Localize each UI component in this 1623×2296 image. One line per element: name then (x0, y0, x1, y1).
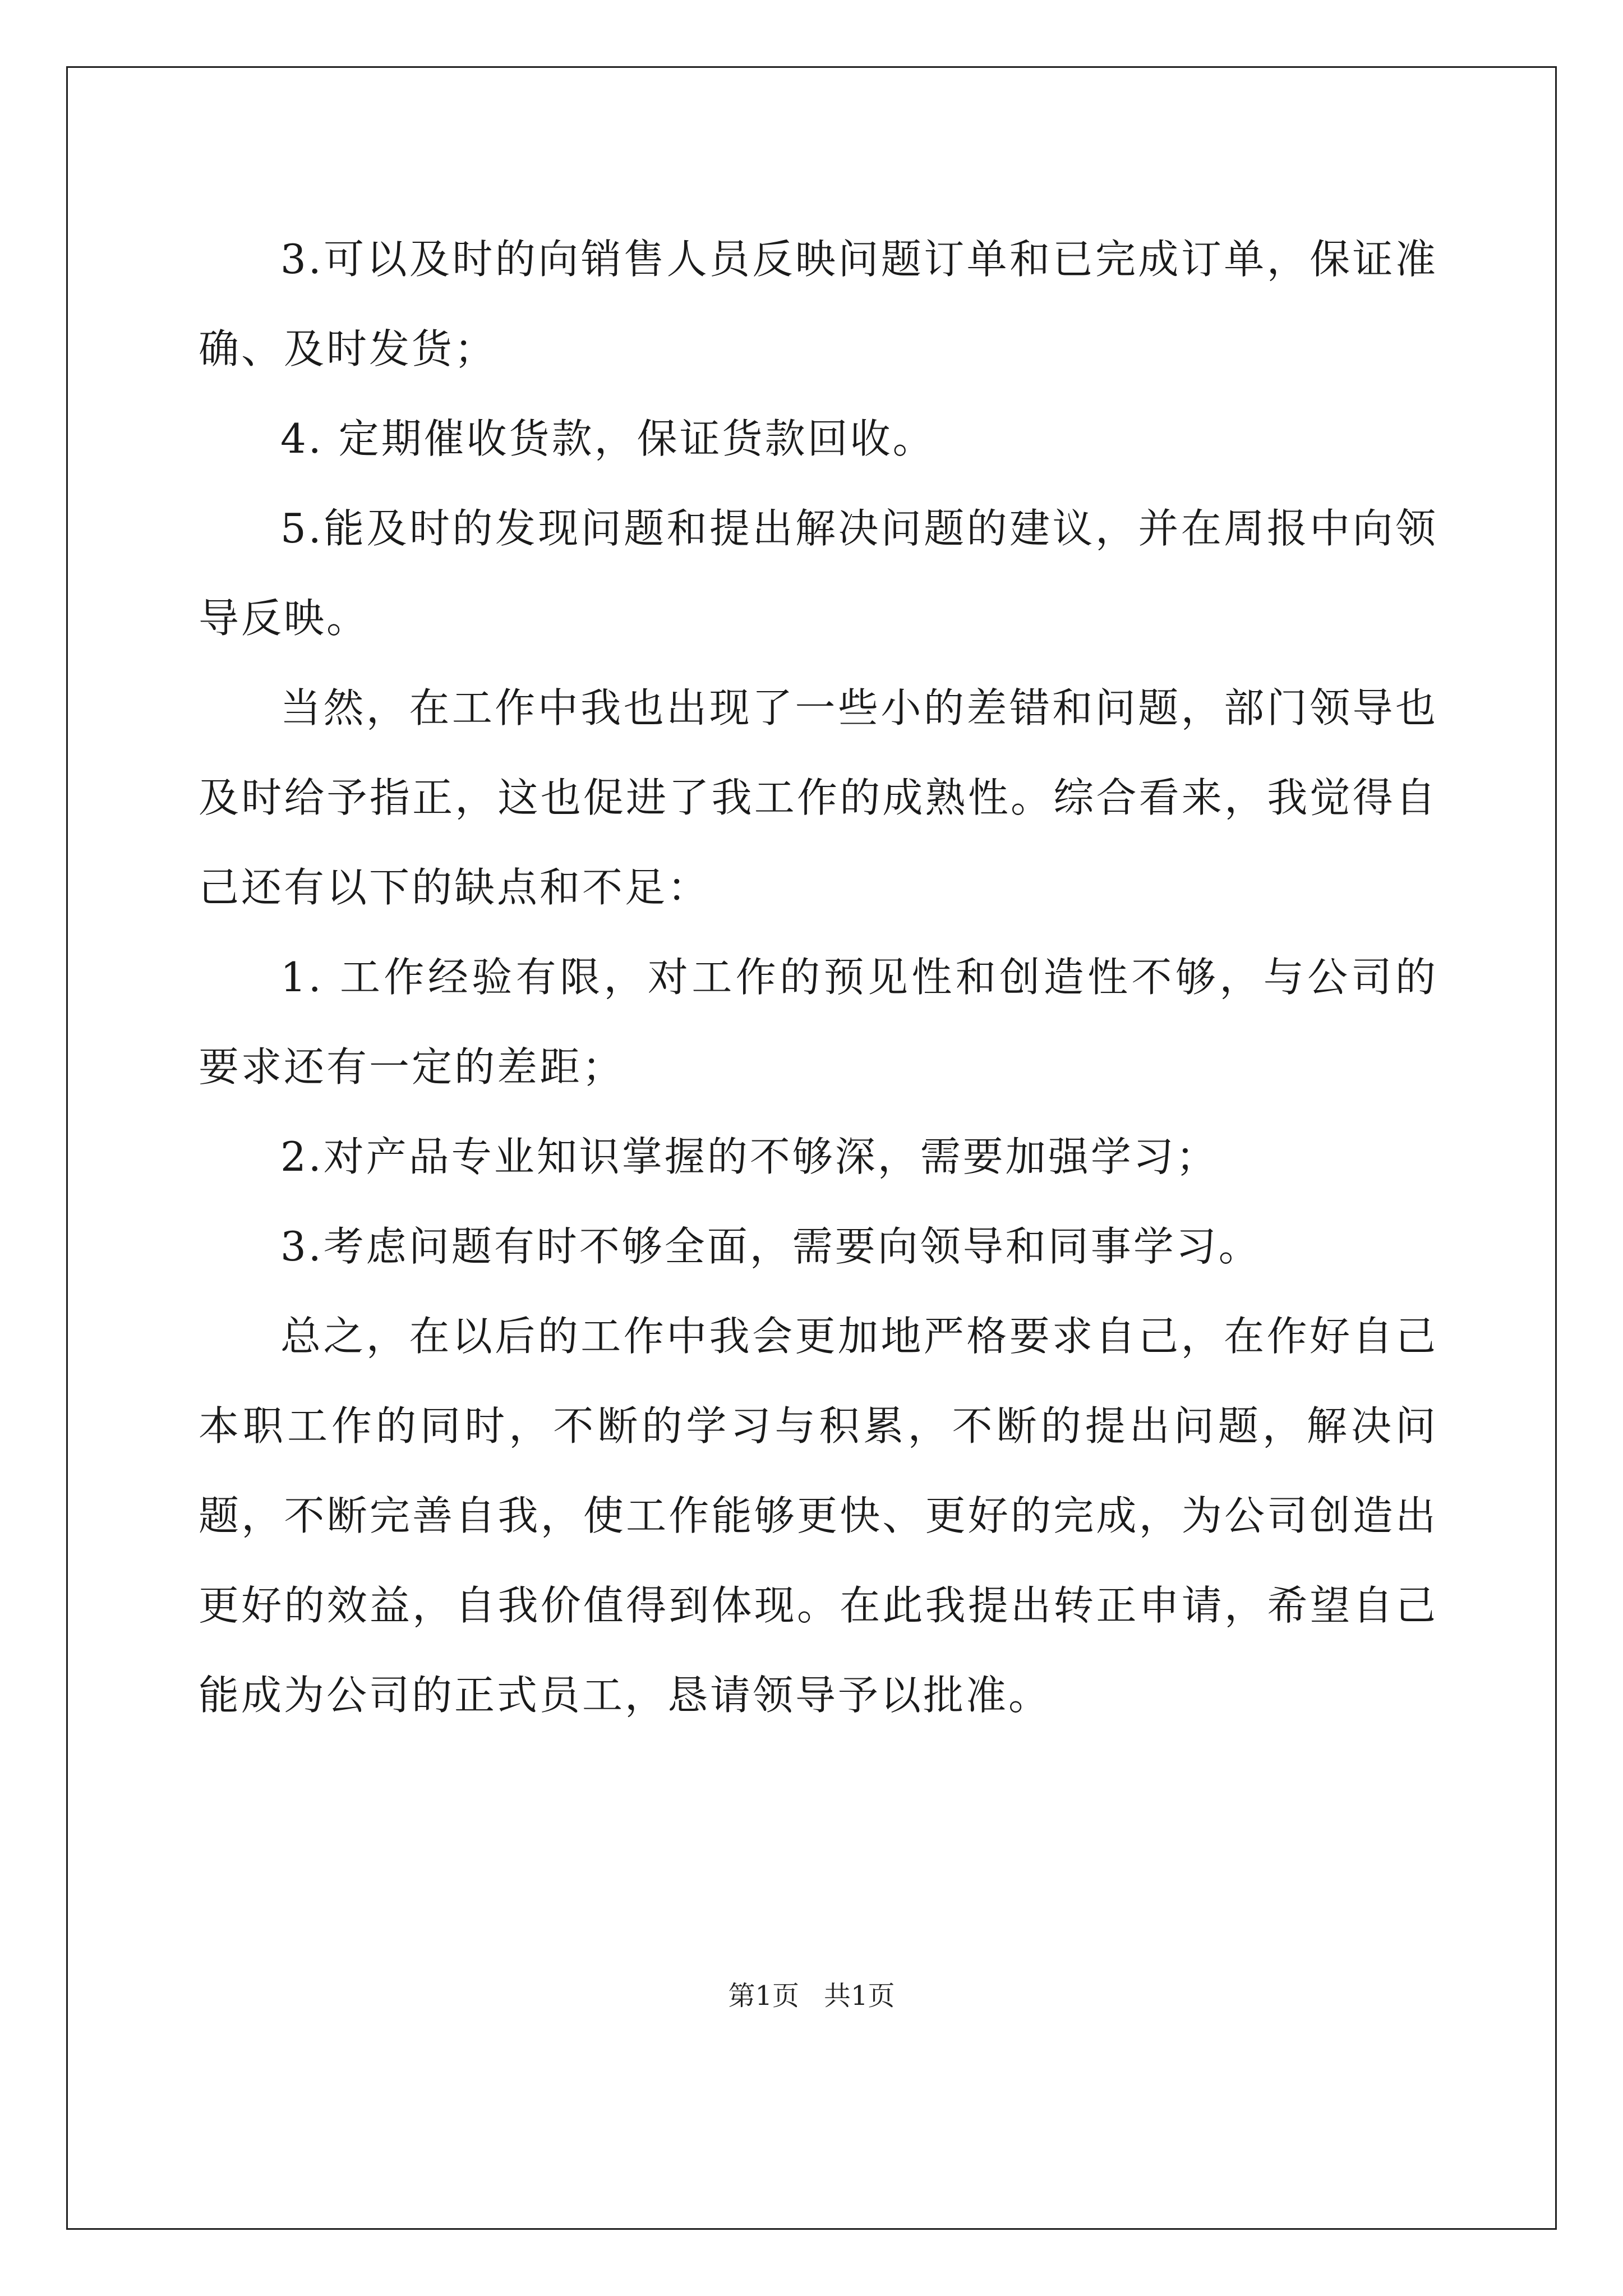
paragraph-shortcoming-2: 2.对产品专业知识掌握的不够深，需要加强学习； (280, 1133, 1219, 1180)
paragraph-shortcoming-1: 1. 工作经验有限，对工作的预见性和创造性不够，与公司的要求还有一定的差距； (199, 954, 1438, 1091)
paragraph-item-4: 4. 定期催收货款，保证货款回收。 (280, 415, 935, 462)
page-total: 共1页 (824, 1980, 895, 2012)
paragraph-item-5: 5.能及时的发现问题和提出解决问题的建议，并在周报中向领导反映。 (199, 505, 1438, 642)
paragraph-summary-intro: 当然，在工作中我也出现了一些小的差错和问题，部门领导也及时给予指正，这也促进了我工作的成熟性。综合看来，我觉得自己还有以下的缺点和不足： (199, 684, 1438, 911)
paragraph-item-3: 3.可以及时的向销售人员反映问题订单和已完成订单，保证准确、及时发货； (199, 236, 1438, 372)
paragraph-conclusion: 总之，在以后的工作中我会更加地严格要求自己，在作好自己本职工作的同时，不断的学习与积累，不断的提出问题，解决问题，不断完善自我，使工作能够更快、更好的完成，为公司创造出更好的效益，自我价值得到体现。在此我提出转正申请，希望自己能成为公司的正式员工，恳请领导予以批准。 (199, 1313, 1438, 1719)
page-number: 第1页 (728, 1980, 799, 2012)
page-footer (0, 1979, 1623, 2013)
document-body (199, 214, 1438, 1740)
paragraph-shortcoming-3: 3.考虑问题有时不够全面，需要向领导和同事学习。 (280, 1223, 1261, 1270)
